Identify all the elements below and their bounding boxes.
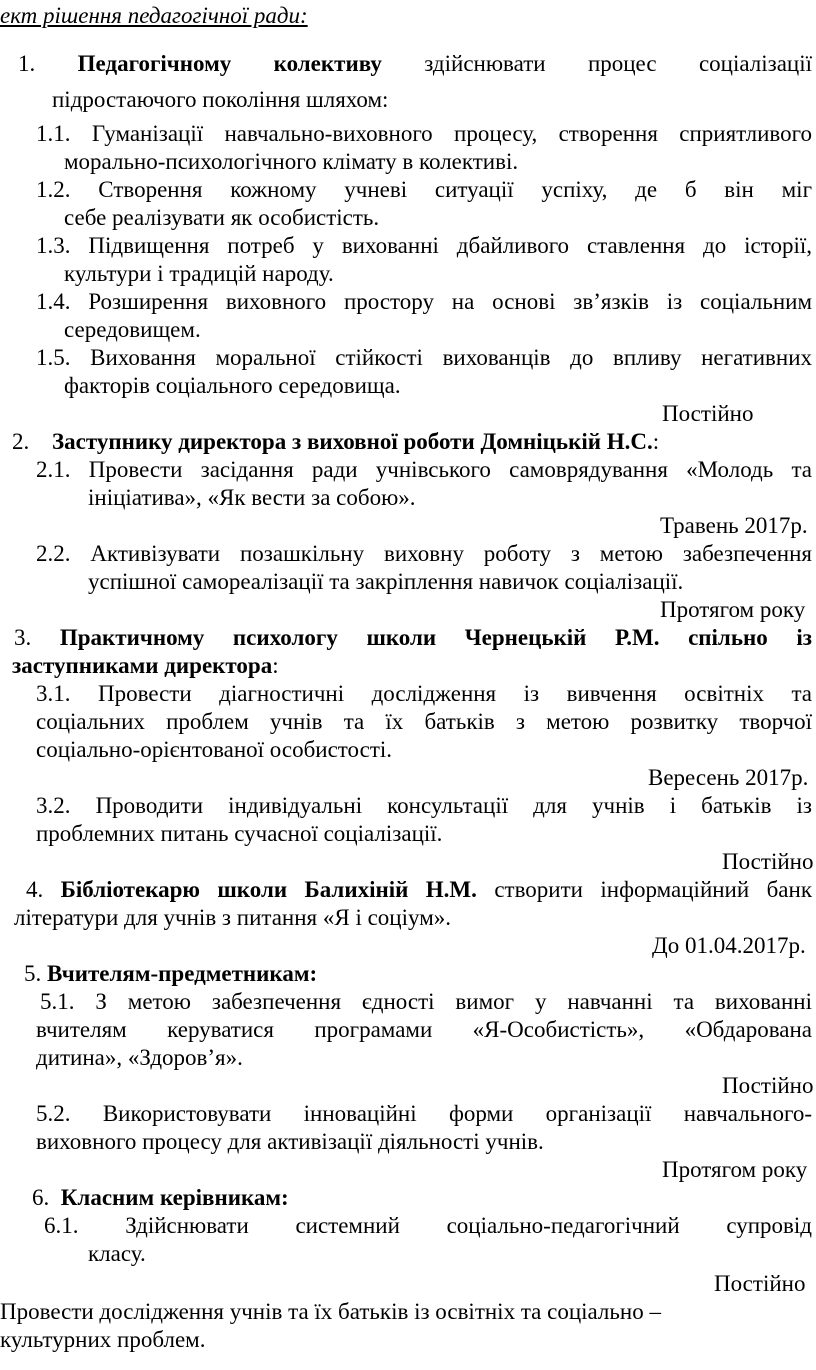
section-2-number: 2. — [12, 429, 30, 454]
list-item-3-1: 3.1. Провести діагностичні дослідження із вивчення освітніх та — [36, 681, 812, 706]
list-item-1-4-cont: середовищем. — [64, 317, 201, 342]
item-number: 2.2. — [36, 541, 71, 566]
list-item-3-1-line-3: соціально-орієнтованої особистості. — [36, 737, 393, 762]
section-1-line — [18, 50, 812, 78]
list-item-1-1 — [36, 120, 812, 148]
item-text: Підвищення потреб у вихованні дбайливого ставлення до історії, — [88, 233, 813, 258]
list-item-2-2-cont: успішної самореалізації та закріплення навичок соціалізації. — [88, 569, 684, 594]
item-number: 1.1. — [36, 121, 71, 146]
section-2-addressee: Заступнику директора з виховної роботи Домніцькій Н.С. — [52, 429, 653, 454]
section-5-number: 5. — [24, 961, 42, 986]
item-text: Створення кожному учневі ситуації успіху, де б він міг — [98, 177, 813, 202]
section-3-line — [14, 624, 812, 652]
section-4-continuation: літератури для учнів з питання «Я і соціум». — [14, 905, 452, 930]
list-item-5-2-line-2: виховного процесу для активізації діяльності учнів. — [36, 1129, 544, 1154]
term-3-1: Вересень 2017р. — [648, 765, 809, 790]
list-item-1-3-cont: культури і традицій народу. — [64, 261, 334, 286]
list-item-6-1-cont: класу. — [88, 1241, 146, 1266]
section-4-line — [26, 876, 812, 904]
section-3-addressee: Практичному психологу школи Чернецькій Р.М. спільно із — [59, 625, 812, 650]
tail-line-2: культурних проблем. — [0, 1327, 206, 1352]
item-number: 6.1. — [44, 1213, 79, 1238]
section-1-text: здійснювати процес соціалізації — [424, 51, 813, 76]
item-text: Активізувати позашкільну виховну роботу з метою забезпечення — [90, 541, 813, 566]
section-3-addressee-cont: заступниками директора — [12, 653, 273, 678]
item-text: Розширення виховного простору на основі зв’язків із соціальним — [88, 289, 812, 314]
term-4: До 01.04.2017р. — [652, 933, 806, 958]
section-3-colon: : — [272, 653, 279, 678]
section-3-line-2 — [12, 652, 279, 680]
section-5-addressee: Вчителям-предметникам: — [47, 961, 318, 986]
item-text: Виховання моральної стійкості вихованців до впливу негативних — [90, 345, 813, 370]
section-1-number: 1. — [18, 51, 36, 76]
list-item-2-1 — [36, 456, 812, 484]
item-text: Провести засідання ради учнівського самоврядування «Молодь та — [88, 457, 813, 482]
section-2-line — [12, 428, 659, 456]
list-item-3-2: 3.2. Проводити індивідуальні консультації для учнів і батьків із — [36, 793, 812, 818]
list-item-6-1 — [44, 1212, 812, 1240]
term-6: Постійно — [714, 1271, 806, 1296]
section-6-number: 6. — [32, 1185, 50, 1210]
section-1-addressee: Педагогічному колективу — [77, 51, 382, 76]
list-item-5-1-line-2: вчителям керуватися програмами «Я-Особистість», «Обдарована — [36, 1017, 812, 1042]
page-heading: ект рішення педагогічної ради: — [0, 3, 308, 28]
list-item-3-1-line-2: соціальних проблем учнів та їх батьків з метою розвитку творчої — [36, 709, 812, 734]
term-2-2: Протягом року — [660, 597, 806, 622]
list-item-1-2 — [36, 176, 812, 204]
list-item-1-2-cont: себе реалізувати як особистість. — [64, 205, 380, 230]
item-number: 1.3. — [36, 233, 71, 258]
list-item-1-5-cont: факторів соціального середовища. — [64, 373, 401, 398]
term-5-1: Постійно — [722, 1073, 814, 1098]
list-item-1-3 — [36, 232, 812, 260]
section-3-number: 3. — [14, 625, 32, 650]
section-4-number: 4. — [26, 877, 44, 902]
list-item-3-2-line-2: проблемних питань сучасної соціалізації. — [36, 821, 443, 846]
section-4-text: створити інформаційний банк — [494, 877, 812, 902]
list-item-2-2 — [36, 540, 812, 568]
item-number: 2.1. — [36, 457, 71, 482]
item-number: 1.2. — [36, 177, 71, 202]
item-number: 1.5. — [36, 345, 71, 370]
section-2-colon: : — [652, 429, 660, 454]
term-1: Постійно — [662, 401, 754, 426]
term-2-1: Травень 2017р. — [660, 513, 808, 538]
section-6-line — [32, 1184, 289, 1212]
list-item-1-1-cont: морально-психологічного клімату в колективі. — [64, 149, 519, 174]
list-item-5-1: 5.1. З метою забезпечення єдності вимог у навчанні та вихованні — [40, 989, 812, 1014]
list-item-5-2: 5.2. Використовувати інноваційні форми організації навчального- — [36, 1101, 812, 1126]
list-item-1-4 — [36, 288, 812, 316]
term-5-2: Протягом року — [662, 1157, 808, 1182]
item-text: Здійснювати системний соціально-педагогічний супровід — [125, 1213, 812, 1238]
list-item-2-1-cont: ініціатива», «Як вести за собою». — [88, 485, 416, 510]
section-1-continuation: підростаючого покоління шляхом: — [52, 87, 389, 112]
item-text: Гуманізації навчально-виховного процесу, створення сприятливого — [91, 121, 812, 146]
section-5-line — [24, 960, 317, 988]
list-item-1-5 — [36, 344, 812, 372]
item-number: 1.4. — [36, 289, 71, 314]
section-4-addressee: Бібліотекарю школи Балихіній Н.М. — [60, 877, 477, 902]
tail-line-1: Провести дослідження учнів та їх батьків із освітніх та соціально – — [0, 1299, 661, 1324]
list-item-5-1-line-3: дитина», «Здоров’я». — [36, 1045, 243, 1070]
term-3-2: Постійно — [722, 849, 814, 874]
section-6-addressee: Класним керівникам: — [60, 1185, 289, 1210]
